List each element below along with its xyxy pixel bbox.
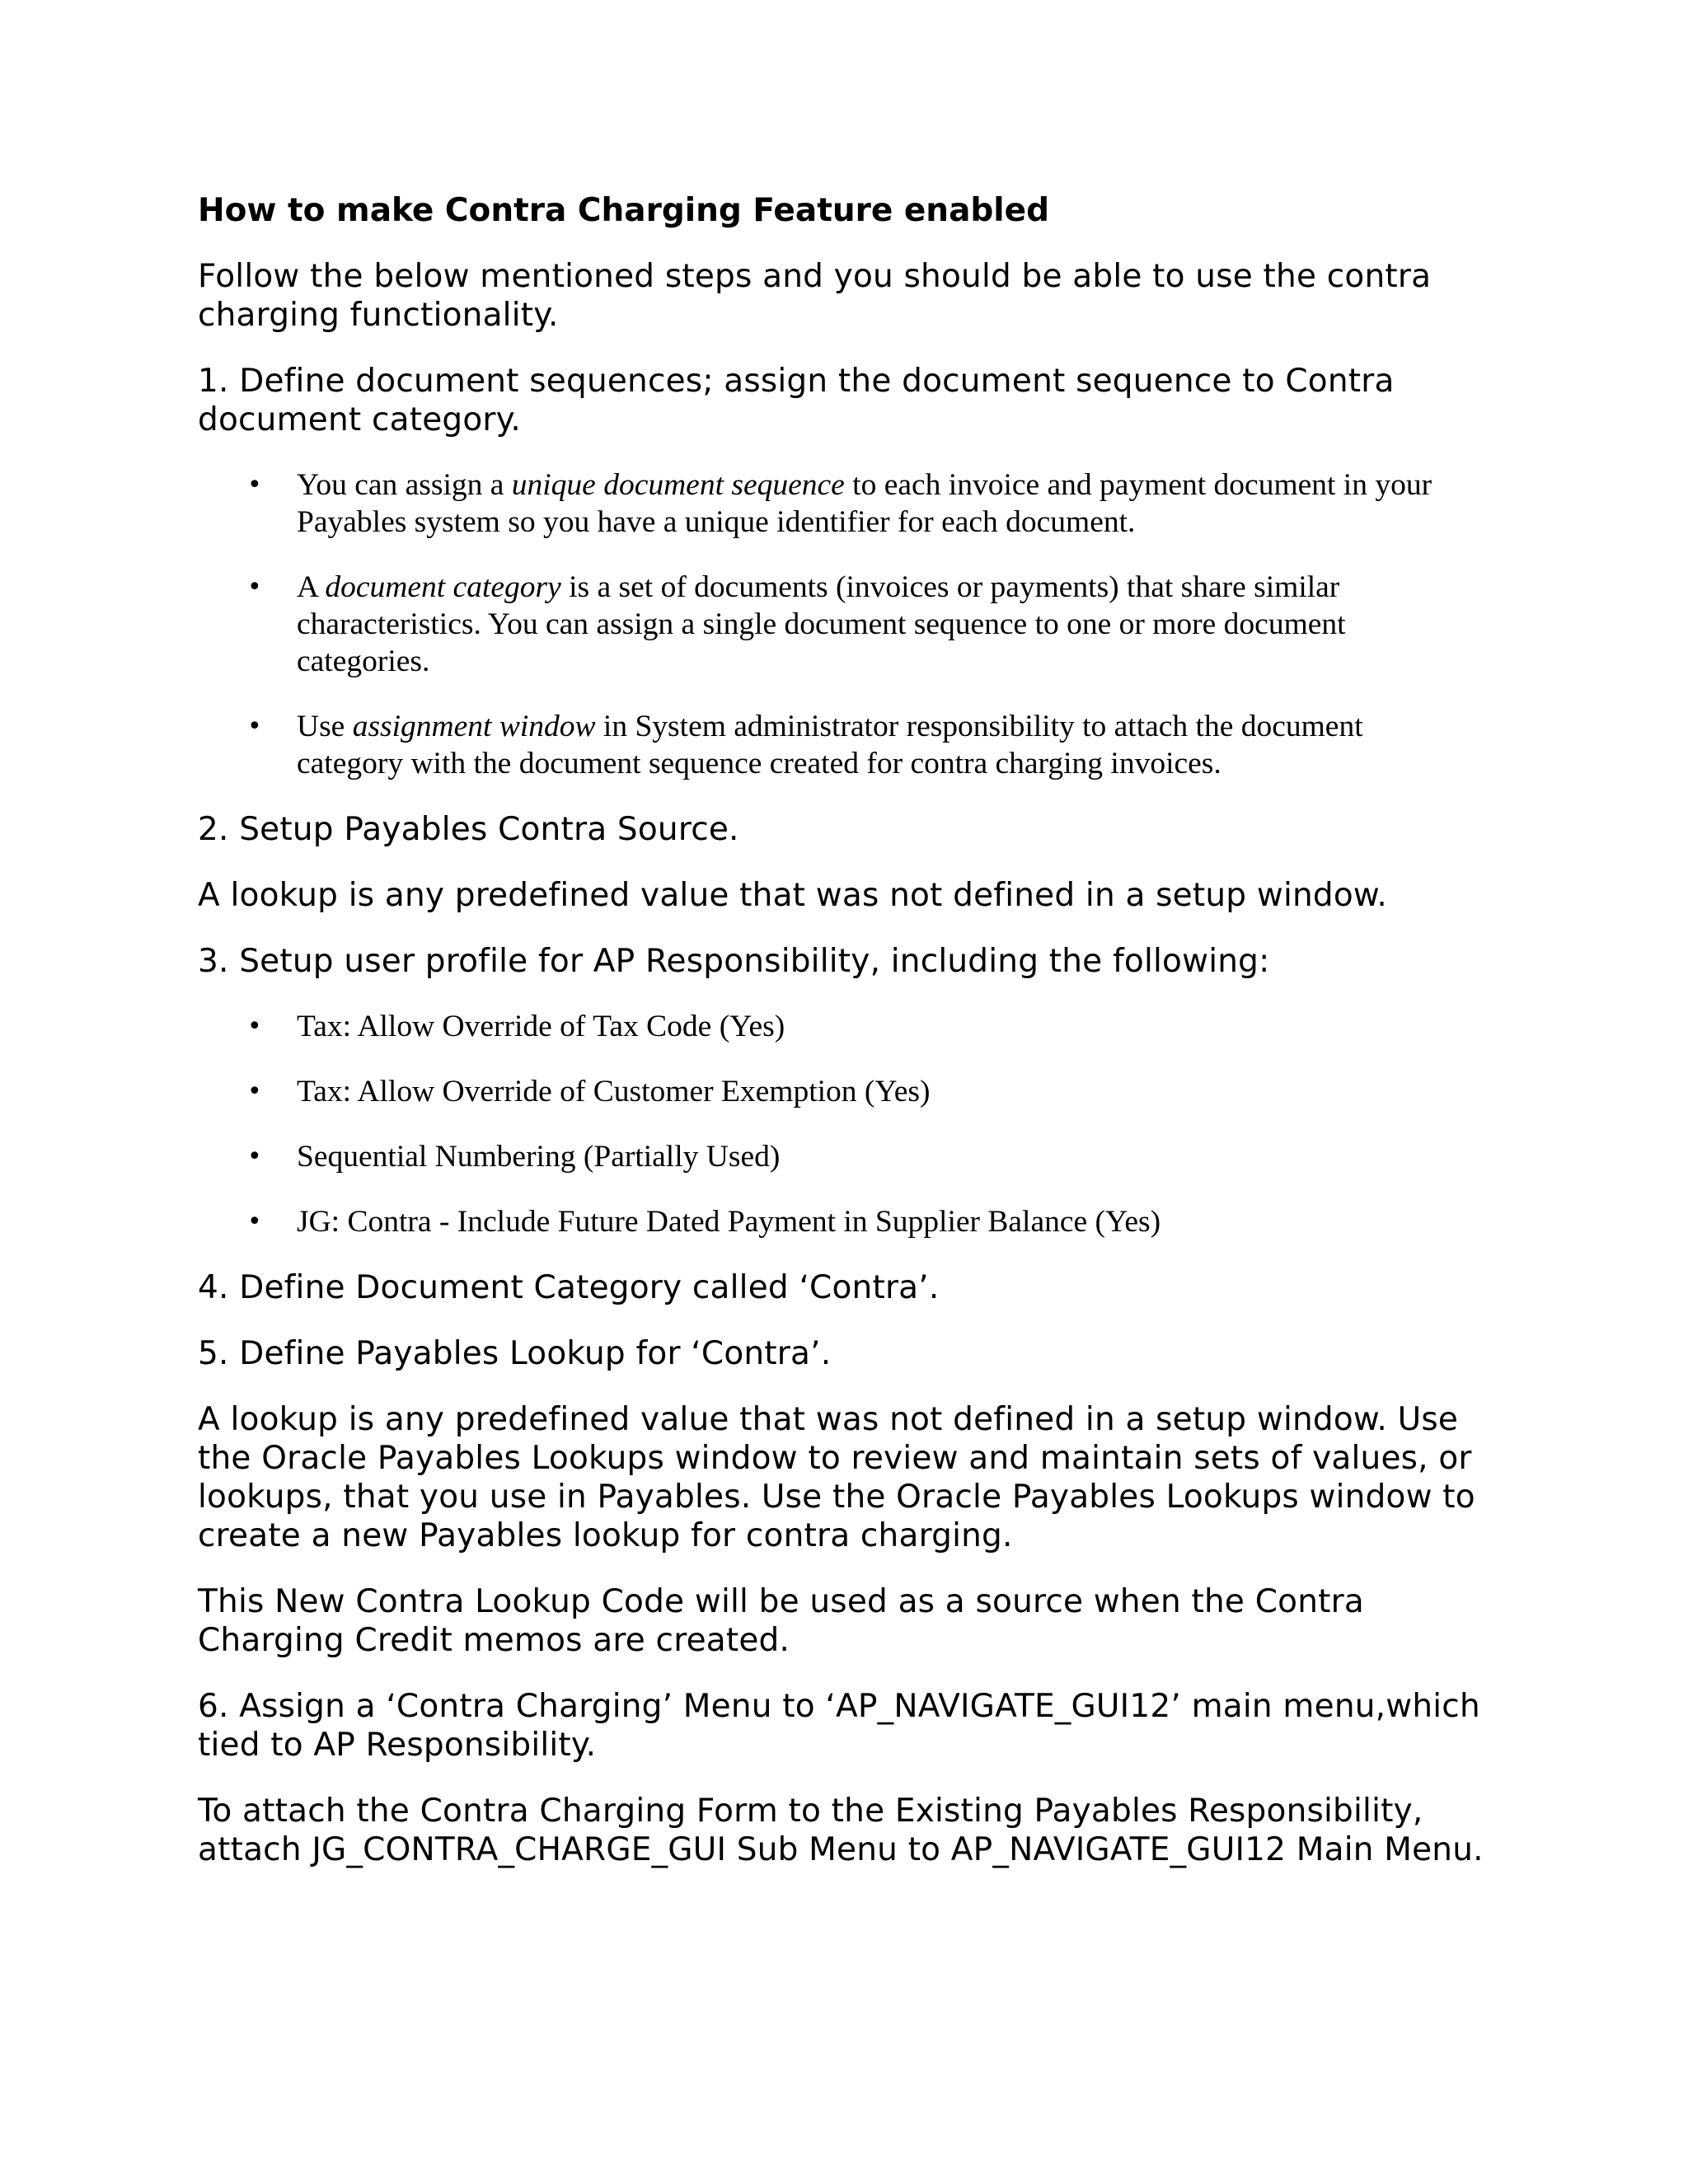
page-title: How to make Contra Charging Feature enabled — [198, 192, 1050, 229]
list-item — [198, 569, 1517, 680]
bullet-emphasis: unique document sequence — [511, 468, 845, 502]
bullet-icon: • — [247, 573, 262, 602]
bullet-text: A — [297, 570, 326, 604]
document-page — [198, 191, 1517, 1896]
list-item — [198, 466, 1517, 541]
bullet-emphasis: assignment window — [352, 710, 596, 743]
bullet-text: You can assign a — [297, 468, 512, 502]
bullet-icon: • — [247, 1207, 262, 1236]
bullet-icon: • — [247, 1142, 262, 1171]
step-6-heading: 6. Assign a ‘Contra Charging’ Menu to ‘AP_NAVIGATE_GUI12’ main menu,which tied to AP Responsibility. — [198, 1688, 1480, 1764]
list-item — [198, 1073, 1517, 1110]
bullet-icon: • — [247, 1077, 262, 1106]
bullet-icon: • — [247, 712, 262, 741]
bullet-text: in System administrator responsibility to attach the document category with the document sequence created for contra charging invoices. — [297, 710, 1363, 780]
bullet-emphasis: document category — [325, 570, 561, 604]
list-item — [198, 1138, 1517, 1175]
list-item — [198, 1008, 1517, 1045]
step-3-heading: 3. Setup user profile for AP Responsibility, including the following: — [198, 943, 1270, 980]
bullet-text: JG: Contra - Include Future Dated Payment in Supplier Balance (Yes) — [297, 1205, 1161, 1239]
bullet-icon: • — [247, 471, 262, 499]
bullet-text: Tax: Allow Override of Customer Exemption (Yes) — [297, 1075, 931, 1108]
step-2-note: A lookup is any predefined value that was not defined in a setup window. — [198, 877, 1388, 914]
step-5-paragraph-2: This New Contra Lookup Code will be used as a source when the Contra Charging Credit memos are created. — [198, 1583, 1364, 1659]
list-item — [198, 708, 1517, 782]
step-1-heading: 1. Define document sequences; assign the document sequence to Contra document category. — [198, 363, 1395, 438]
step-1-bullet-list — [198, 466, 1517, 782]
bullet-text: is a set of documents (invoices or payments) that share similar characteristics. You can assign a single document sequence to one or more document categories. — [297, 570, 1346, 678]
step-6-paragraph: To attach the Contra Charging Form to the Existing Payables Responsibility, attach JG_CONTRA_CHARGE_GUI Sub Menu to AP_NAVIGATE_GUI12 Main Menu. — [198, 1793, 1484, 1868]
bullet-text: to each invoice and payment document in your Payables system so you have a unique identifier for each document. — [297, 468, 1432, 539]
bullet-icon: • — [247, 1012, 262, 1041]
bullet-text: Sequential Numbering (Partially Used) — [297, 1140, 781, 1174]
bullet-text: Tax: Allow Override of Tax Code (Yes) — [297, 1010, 785, 1043]
step-3-bullet-list — [198, 1008, 1517, 1240]
step-2-heading: 2. Setup Payables Contra Source. — [198, 811, 739, 848]
step-5-paragraph-1: A lookup is any predefined value that was not defined in a setup window. Use the Oracle Payables Lookups window to review and maintain sets of values, or lookups, that you use in Payables. Use the Oracle Payables Lookups window to create a new Payables lookup for contra charging. — [198, 1401, 1475, 1554]
intro-paragraph: Follow the below mentioned steps and you should be able to use the contra charging functionality. — [198, 258, 1432, 334]
step-5-heading: 5. Define Payables Lookup for ‘Contra’. — [198, 1335, 832, 1372]
step-4-heading: 4. Define Document Category called ‘Contra’. — [198, 1269, 940, 1306]
bullet-text: Use — [297, 710, 353, 743]
list-item — [198, 1203, 1517, 1240]
